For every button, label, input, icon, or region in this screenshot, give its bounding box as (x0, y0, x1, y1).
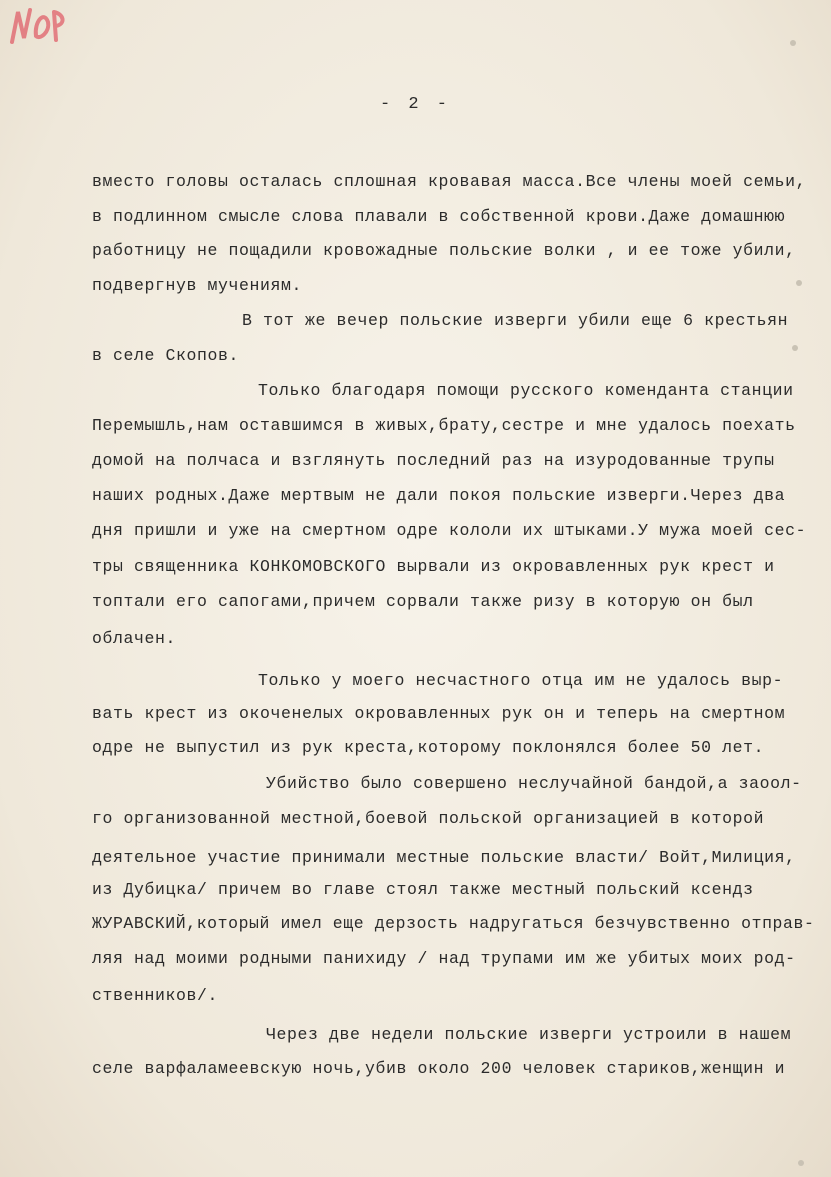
text-line: работницу не пощадили кровожадные польские волки , и ее тоже убили, (92, 241, 796, 260)
text-line: домой на полчаса и взглянуть последний раз на изуродованные трупы (92, 451, 775, 470)
text-line: ляя над моими родными панихиду / над трупами им же убитых моих род- (92, 949, 796, 968)
text-line: подвергнув мучениям. (92, 276, 303, 295)
text-line: ственников/. (92, 986, 219, 1005)
text-line: деятельное участие принимали местные польские власти/ Войт,Милиция, (92, 848, 796, 867)
text-line: в селе Скопов. (92, 346, 240, 365)
page-number: - 2 - (379, 95, 451, 114)
text-line: топтали его сапогами,причем сорвали также ризу в которую он был (92, 592, 754, 611)
text-line: одре не выпустил из рук креста,которому поклонялся более 50 лет. (92, 738, 765, 757)
text-line: Убийство было совершено неслучайной бандой,а заоол- (266, 774, 802, 793)
text-line: из Дубицка/ причем во главе стоял также местный польский ксендз (92, 880, 754, 899)
text-line: Только у моего несчастного отца им не удалось выр- (258, 671, 784, 690)
text-line: Перемышль,нам оставшимся в живых,брату,сестре и мне удалось поехать (92, 416, 796, 435)
bleed-through-text (60, 110, 800, 422)
text-line: селе варфаламеевскую ночь,убив около 200 человек стариков,женщин и (92, 1059, 786, 1078)
text-line: в подлинном смысле слова плавали в собственной крови.Даже домашнюю (92, 207, 786, 226)
red-stamp-mark (4, 2, 74, 62)
text-line: вместо головы осталась сплошная кровавая масса.Все члены моей семьи, (92, 172, 807, 191)
text-line: В тот же вечер польские изверги убили еще 6 крестьян (242, 311, 789, 330)
text-line: вать крест из окоченелых окровавленных рук он и теперь на смертном (92, 704, 786, 723)
text-line: Только благодаря помощи русского коменданта станции (258, 381, 794, 400)
text-line: ЖУРАВСКИЙ,который имел еще дерзость надругаться безчувственно отправ- (92, 914, 815, 933)
text-line: го организованной местной,боевой польской организацией в которой (92, 809, 765, 828)
text-line: Через две недели польские изверги устроили в нашем (266, 1025, 792, 1044)
text-line: дня пришли и уже на смертном одре кололи их штыками.У мужа моей сес- (92, 521, 807, 540)
text-line: наших родных.Даже мертвым не дали покоя польские изверги.Через два (92, 486, 786, 505)
text-line: тры священника КОНКОМОВСКОГО вырвали из окровавленных рук крест и (92, 557, 775, 576)
text-line: облачен. (92, 629, 177, 648)
